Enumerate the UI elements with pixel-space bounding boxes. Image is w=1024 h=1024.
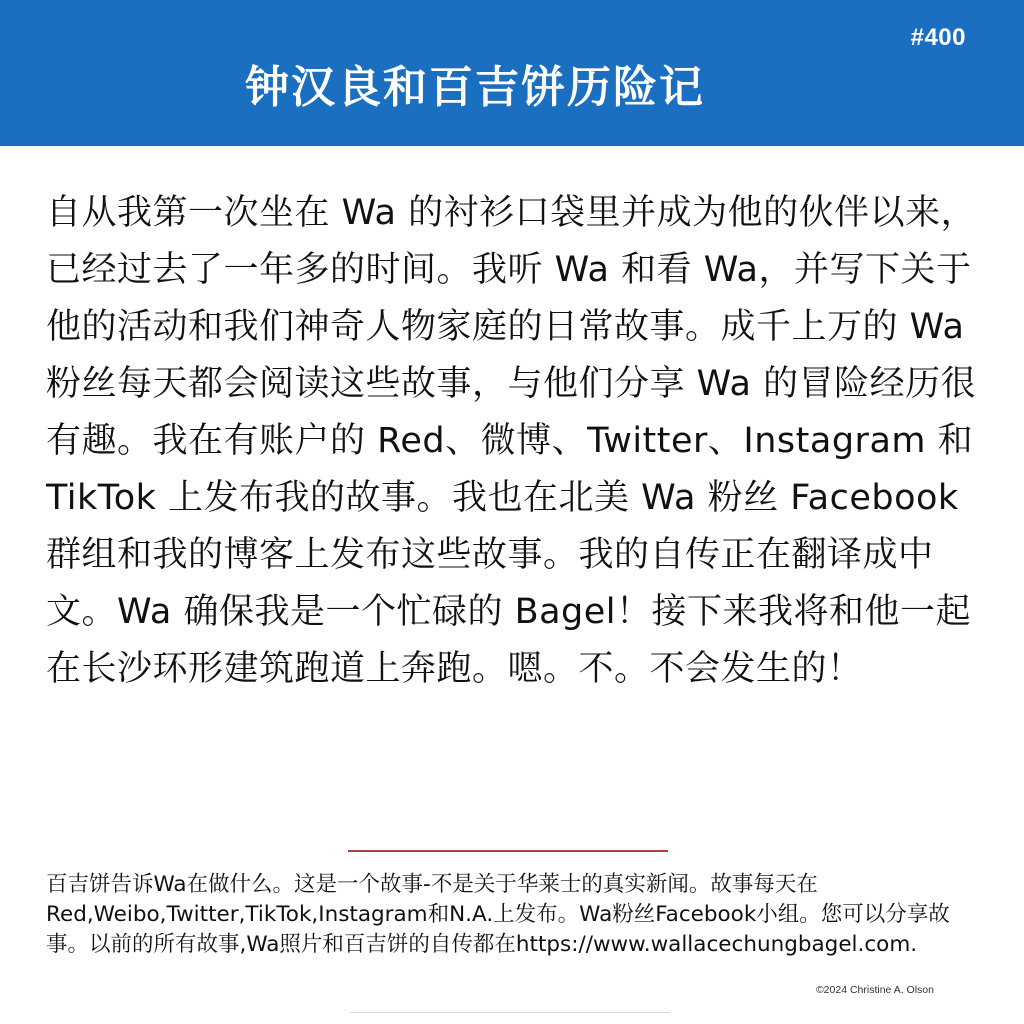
divider: [348, 850, 668, 852]
page-title: 钟汉良和百吉饼历险记: [245, 62, 705, 113]
bottom-divider: [350, 1012, 670, 1013]
copyright-notice: ©2024 Christine A. Olson: [815, 984, 934, 996]
issue-number: #400: [910, 24, 966, 51]
header-banner: [0, 0, 1024, 146]
story-text: 自从我第一次坐在 Wa 的衬衫口袋里并成为他的伙伴以来，已经过去了一年多的时间。我听 Wa 和看 Wa，并写下关于他的活动和我们神奇人物家庭的日常故事。成千上万的 Wa 粉丝每天都会阅读这些故事，与他们分享 Wa 的冒险经历很有趣。我在有账户的 Red、微博、Twitter、Instagram 和 TikTok 上发布我的故事。我也在北美 Wa 粉丝 Facebook 群组和我的博客上发布这些故事。我的自传正在翻译成中文。Wa 确保我是一个忙碌的 Bagel！接下来我将和他一起在长沙环形建筑跑道上奔跑。嗯。不。不会发生的！: [46, 193, 977, 689]
footnote-text: 百吉饼告诉Wa在做什么。这是一个故事-不是关于华莱士的真实新闻。故事每天在Red,Weibo,Twitter,TikTok,Instagram和N.A.上发布。Wa粉丝Facebook小组。您可以分享故事。以前的所有故事,Wa照片和百吉饼的自传都在https://www.wallacechungbagel.com.: [46, 872, 950, 957]
